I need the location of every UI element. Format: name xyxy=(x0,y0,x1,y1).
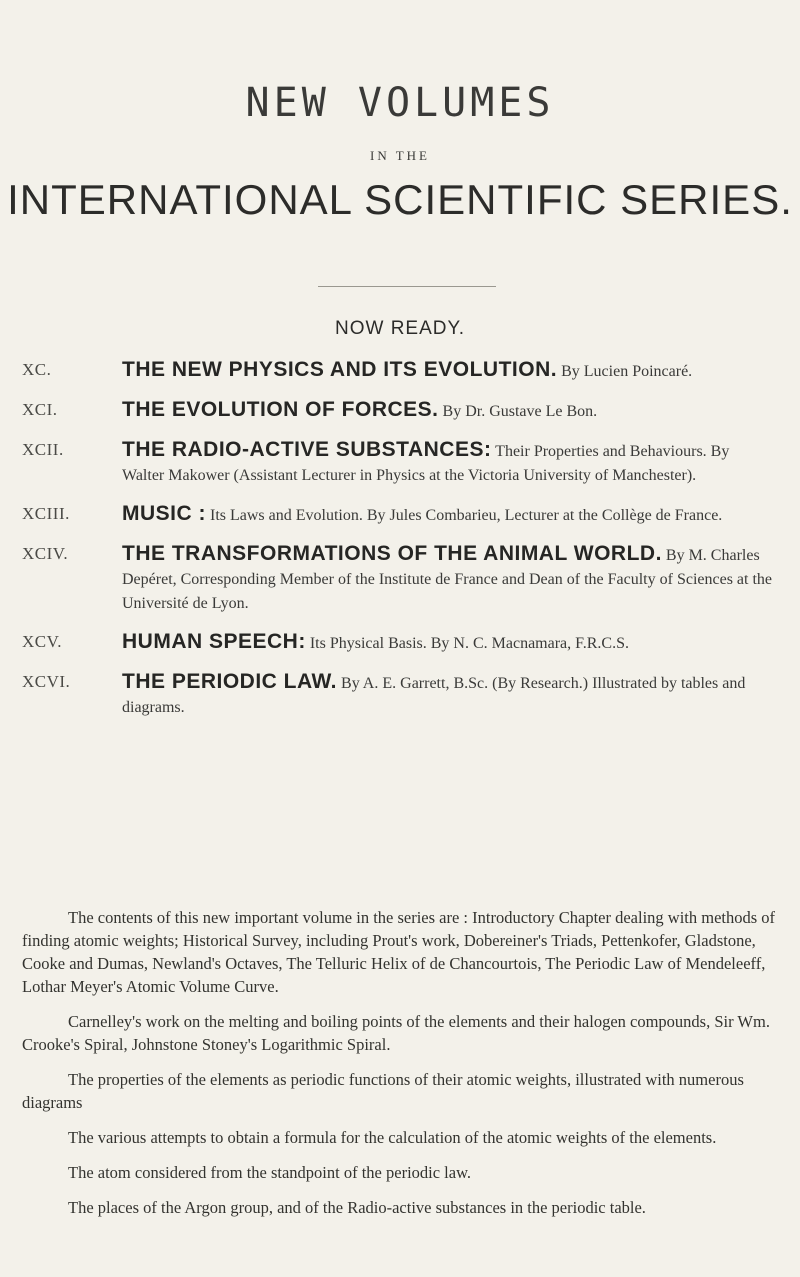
volume-title: THE EVOLUTION OF FORCES. xyxy=(122,398,439,421)
series-title: INTERNATIONAL SCIENTIFIC SERIES. xyxy=(7,176,793,223)
paragraph: The contents of this new important volume in the series are : Introductory Chapter dealing with methods of finding atomic weights; Historical Survey, including Prout's work, Dobereiner's Triads, Pettenkofer, Gladstone, Cooke and Dumas, Newland's Octaves, The Telluric Helix of de Chancourtois, The Periodic Law of Mendeleeff, Lothar Meyer's Atomic Volume Curve. xyxy=(22,908,776,996)
paragraph: The properties of the elements as periodic functions of their atomic weights, illustrated with numerous diagrams xyxy=(22,1070,744,1112)
volume-number: XCV. xyxy=(22,632,62,651)
volume-description: By A. E. Garrett, B.Sc. (By Research.) Illustrated by tables and diagrams. xyxy=(122,675,746,716)
volume-entry xyxy=(0,398,800,424)
paragraph: The atom considered from the standpoint of the periodic law. xyxy=(68,1163,472,1182)
volume-entry xyxy=(0,630,800,656)
paragraph: Carnelley's work on the melting and boiling points of the elements and their halogen compounds, Sir Wm. Crooke's Spiral, Johnstone Stoney's Logarithmic Spiral. xyxy=(22,1012,770,1054)
volume-description: By Lucien Poincaré. xyxy=(561,363,693,380)
now-ready-heading: NOW READY. xyxy=(334,318,465,339)
volume-number: XCII. xyxy=(22,440,64,459)
paragraph: The places of the Argon group, and of the Radio-active substances in the periodic table. xyxy=(68,1198,646,1217)
divider-rule xyxy=(318,286,496,287)
volume-title: THE NEW PHYSICS AND ITS EVOLUTION. xyxy=(122,358,558,381)
volume-description: Its Laws and Evolution. By Jules Combarieu, Lecturer at the Collège de France. xyxy=(210,507,723,524)
paragraph: The various attempts to obtain a formula for the calculation of the atomic weights of the elements. xyxy=(68,1128,717,1147)
volume-description: Its Physical Basis. By N. C. Macnamara, F.R.C.S. xyxy=(309,635,629,652)
page-title: NEW VOLUMES xyxy=(245,80,555,126)
volume-number: XCIV. xyxy=(22,544,69,563)
volume-entry xyxy=(0,358,800,384)
volume-title: HUMAN SPEECH: xyxy=(122,630,306,653)
volume-list xyxy=(0,358,800,734)
contents-description xyxy=(22,906,778,1231)
volume-title: THE PERIODIC LAW. xyxy=(122,670,338,693)
volume-title: THE TRANSFORMATIONS OF THE ANIMAL WORLD. xyxy=(122,542,662,565)
volume-description: By M. Charles Depéret, Corresponding Member of the Institute de France and Dean of the Faculty of Sciences at the Université de Lyon. xyxy=(122,547,773,612)
volume-entry xyxy=(0,502,800,528)
volume-title: THE RADIO-ACTIVE SUBSTANCES: xyxy=(122,438,492,461)
volume-number: XCVI. xyxy=(22,672,71,691)
volume-entry xyxy=(0,438,800,488)
volume-number: XC. xyxy=(22,360,52,379)
volume-number: XCIII. xyxy=(22,504,70,523)
volume-title: MUSIC : xyxy=(122,502,206,525)
volume-entry xyxy=(0,670,800,720)
in-the-label: IN THE xyxy=(369,148,430,163)
volume-description: By Dr. Gustave Le Bon. xyxy=(442,403,598,420)
volume-entry xyxy=(0,542,800,616)
volume-description: Their Properties and Behaviours. By Walter Makower (Assistant Lecturer in Physics at the Victoria University of Manchester). xyxy=(122,443,730,484)
volume-number: XCI. xyxy=(22,400,58,419)
